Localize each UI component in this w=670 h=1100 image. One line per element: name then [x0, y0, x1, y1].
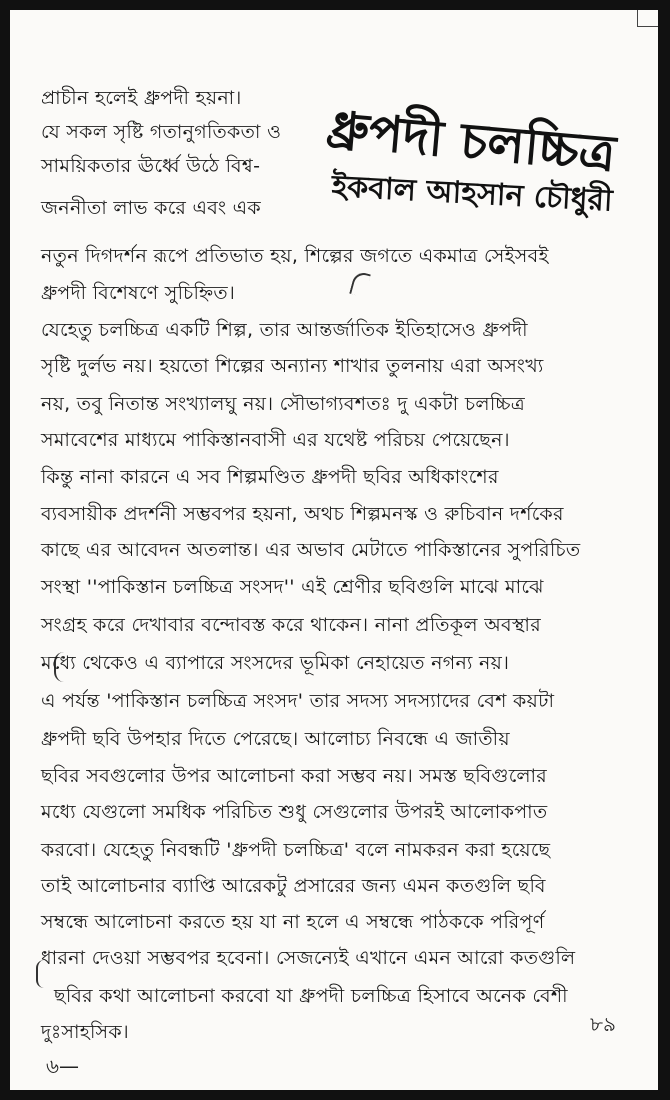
- text-line: মধ্যে যেগুলো সমধিক পরিচিত শুধু সেগুলোর উপরই আলোকপাত: [41, 801, 548, 823]
- text-line: এ পর্যন্ত 'পাকিস্তান চলচ্চিত্র সংসদ' তার সদস্য সদস্যাদের বেশ কয়টা: [41, 690, 555, 712]
- text-line: করবো। যেহেতু নিবন্ধটি 'ধ্রুপদী চলচ্চিত্র' বলে নামকরন করা হয়েছে: [41, 839, 551, 861]
- margin-bracket-mark: [36, 960, 48, 988]
- text-line: সমাবেশের মাধ্যমে পাকিস্তানবাসী এর যথেষ্ট পরিচয় পেয়েছেন।: [41, 429, 510, 451]
- text-line: ছবির সবগুলোর উপর আলোচনা করা সম্ভব নয়। সমস্ত ছবিগুলোর: [41, 765, 548, 787]
- pen-mark: [349, 270, 371, 297]
- text-line: তাই আলোচনার ব্যাপ্তি আরেকটু প্রসারের জন্য এমন কতগুলি ছবি: [41, 875, 546, 897]
- text-line: সাময়িকতার ঊর্ধ্বে উঠে বিশ্ব-: [41, 155, 261, 177]
- text-line: ধ্রুপদী বিশেষণে সুচিহ্নিত।: [41, 282, 236, 304]
- scan-border-right: [658, 0, 670, 1100]
- text-line: যেহেতু চলচ্চিত্র একটি শিল্প, তার আন্তর্জাতিক ইতিহাসেও ধ্রুপদী: [41, 319, 528, 341]
- text-line: সংস্থা ''পাকিস্তান চলচ্চিত্র সংসদ'' এই শ্রেণীর ছবিগুলি মাঝে মাঝে: [41, 576, 544, 598]
- text-line: ধ্রুপদী ছবি উপহার দিতে পেরেছে। আলোচ্য নিবন্ধে এ জাতীয়: [41, 728, 510, 750]
- text-line: নয়, তবু নিতান্ত সংখ্যালঘু নয়। সৌভাগ্যবশতঃ দু একটা চলচ্চিত্র: [41, 393, 526, 415]
- text-line: ব্যবসায়ীক প্রদর্শনী সম্ভবপর হয়না, অথচ শিল্পমনস্ক ও রুচিবান দর্শকের: [41, 503, 564, 525]
- scan-border-left: [0, 0, 10, 1100]
- text-line: যে সকল সৃষ্টি গতানুগতিকতা ও: [41, 121, 282, 143]
- text-line: নতুন দিগদর্শন রূপে প্রতিভাত হয়, শিল্পের জগতে একমাত্র সেইসবই: [41, 245, 549, 267]
- article-author: ইকবাল আহসান চৌধুরী: [330, 168, 614, 219]
- text-line: প্রাচীন হলেই ধ্রুপদী হয়না।: [41, 87, 242, 109]
- footer-mark: ৬—: [46, 1054, 80, 1078]
- text-line: মধ্যে থেকেও এ ব্যাপারে সংসদের ভূমিকা নেহায়েত নগন্য নয়।: [41, 652, 510, 674]
- article-title: ধ্রুপদী চলচ্চিত্র: [324, 98, 619, 184]
- page-number: ৮৯: [590, 1012, 616, 1036]
- scan-border-top: [0, 0, 670, 10]
- text-line: জননীতা লাভ করে এবং এক: [41, 197, 261, 219]
- text-line: দুঃসাহসিক।: [41, 1021, 130, 1043]
- text-line: ছবির কথা আলোচনা করবো যা ধ্রুপদী চলচ্চিত্র হিসাবে অনেক বেশী: [54, 985, 568, 1007]
- text-line: ধারনা দেওয়া সম্ভবপর হবেনা। সেজন্যেই এখানে এমন আরো কতগুলি: [41, 947, 576, 969]
- text-line: সম্বন্ধে আলোচনা করতে হয় যা না হলে এ সম্বন্ধে পাঠককে পরিপূর্ণ: [41, 911, 545, 933]
- text-line: কিন্তু নানা কারনে এ সব শিল্পমণ্ডিত ধ্রুপদী ছবির অধিকাংশের: [41, 466, 499, 488]
- text-line: সৃষ্টি দুর্লভ নয়। হয়তো শিল্পের অন্যান্য শাখার তুলনায় এরা অসংখ্য: [41, 355, 544, 377]
- corner-mark: [637, 10, 658, 27]
- text-line: সংগ্রহ করে দেখাবার বন্দোবস্ত করে থাকেন। নানা প্রতিকূল অবস্থার: [41, 614, 541, 636]
- text-line: কাছে এর আবেদন অতলান্ত। এর অভাব মেটাতে পাকিস্তানের সুপরিচিত: [41, 539, 581, 561]
- scan-border-bottom: [0, 1090, 670, 1100]
